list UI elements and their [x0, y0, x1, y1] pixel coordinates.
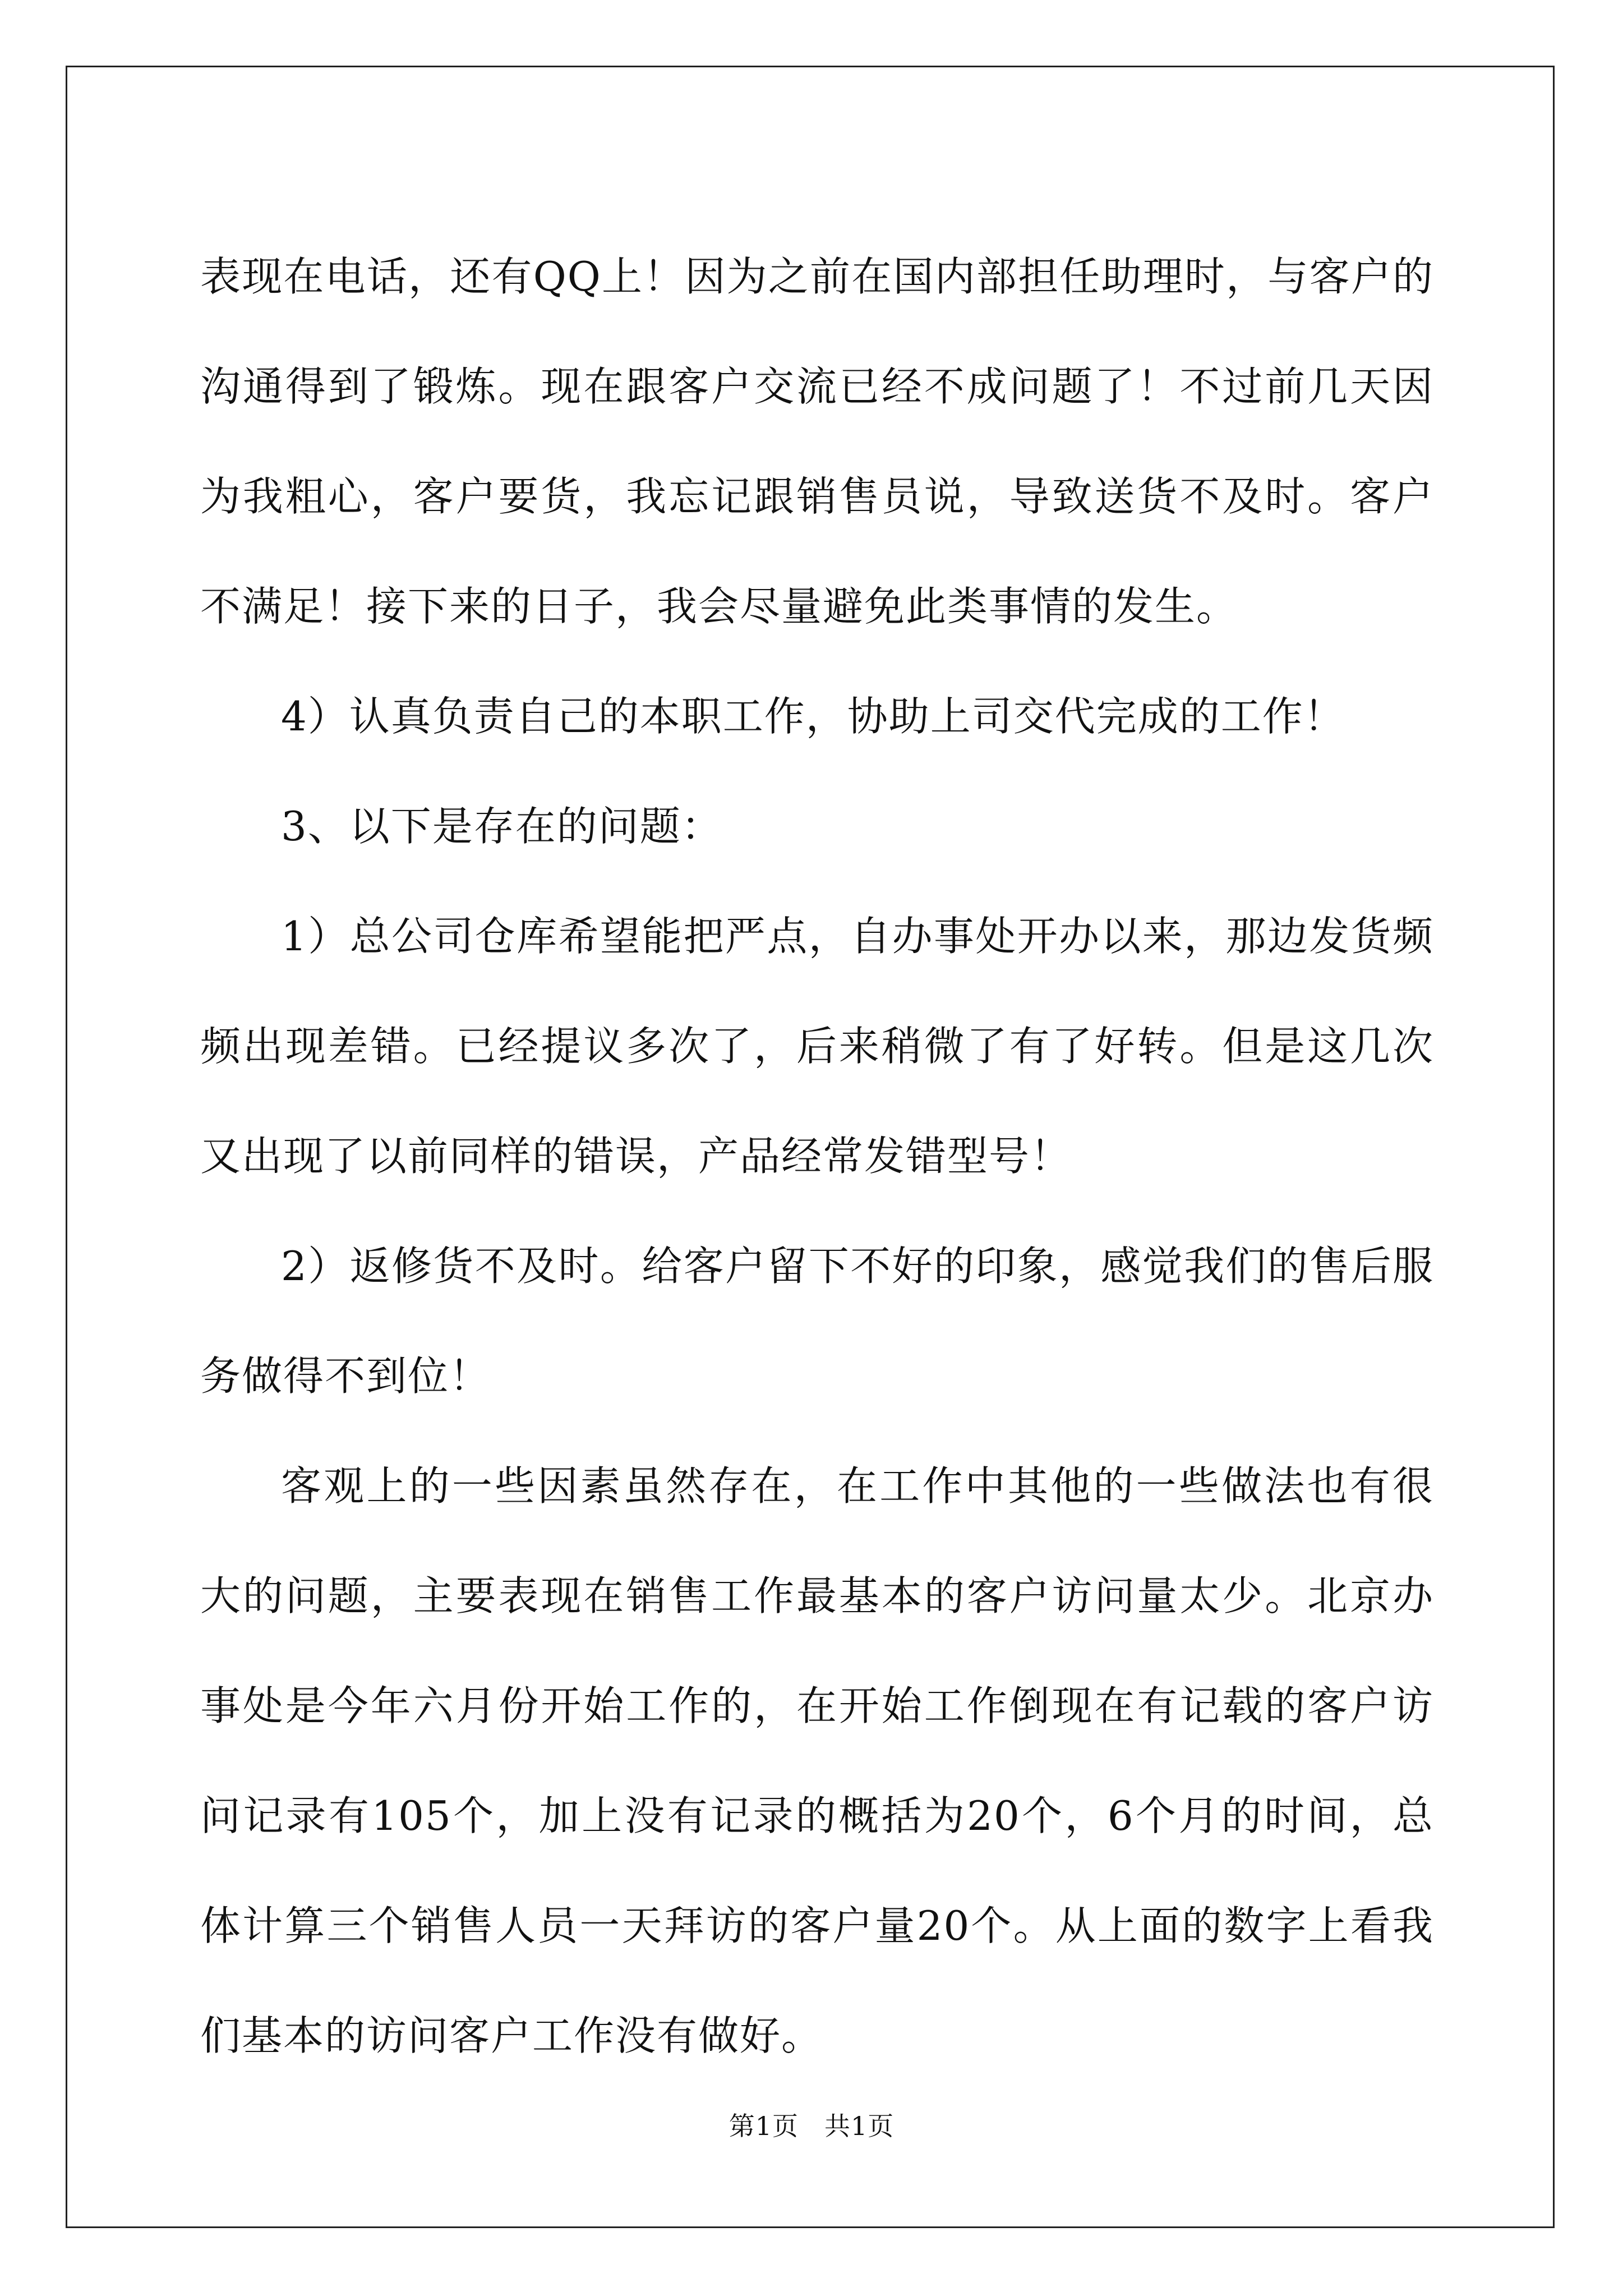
paragraph-1: 表现在电话，还有QQ上！因为之前在国内部担任助理时，与客户的沟通得到了锻炼。现在跟客户交流已经不成问题了！不过前几天因为我粗心，客户要货，我忘记跟销售员说，导致送货不及时。客户不满足！接下来的日子，我会尽量避免此类事情的发生。: [200, 253, 1434, 630]
page-total: 共1页: [824, 2111, 895, 2141]
page-footer: [0, 2109, 1623, 2143]
paragraph-2: 4）认真负责自己的本职工作，协助上司交代完成的工作！: [281, 693, 1345, 740]
document-body: [200, 222, 1434, 2091]
page-number: 第1页: [728, 2111, 799, 2141]
paragraph-3: 3、以下是存在的问题：: [281, 803, 723, 850]
paragraph-5: 2）返修货不及时。给客户留下不好的印象，感觉我们的售后服务做得不到位！: [200, 1243, 1434, 1400]
paragraph-4: 1）总公司仓库希望能把严点，自办事处开办以来，那边发货频频出现差错。已经提议多次了，后来稍微了有了好转。但是这几次又出现了以前同样的错误，产品经常发错型号！: [200, 913, 1434, 1180]
paragraph-6: 客观上的一些因素虽然存在，在工作中其他的一些做法也有很大的问题，主要表现在销售工作最基本的客户访问量太少。北京办事处是今年六月份开始工作的，在开始工作倒现在有记载的客户访问记录有105个，加上没有记录的概括为20个，6个月的时间，总体计算三个销售人员一天拜访的客户量20个。从上面的数字上看我们基本的访问客户工作没有做好。: [200, 1462, 1434, 2059]
